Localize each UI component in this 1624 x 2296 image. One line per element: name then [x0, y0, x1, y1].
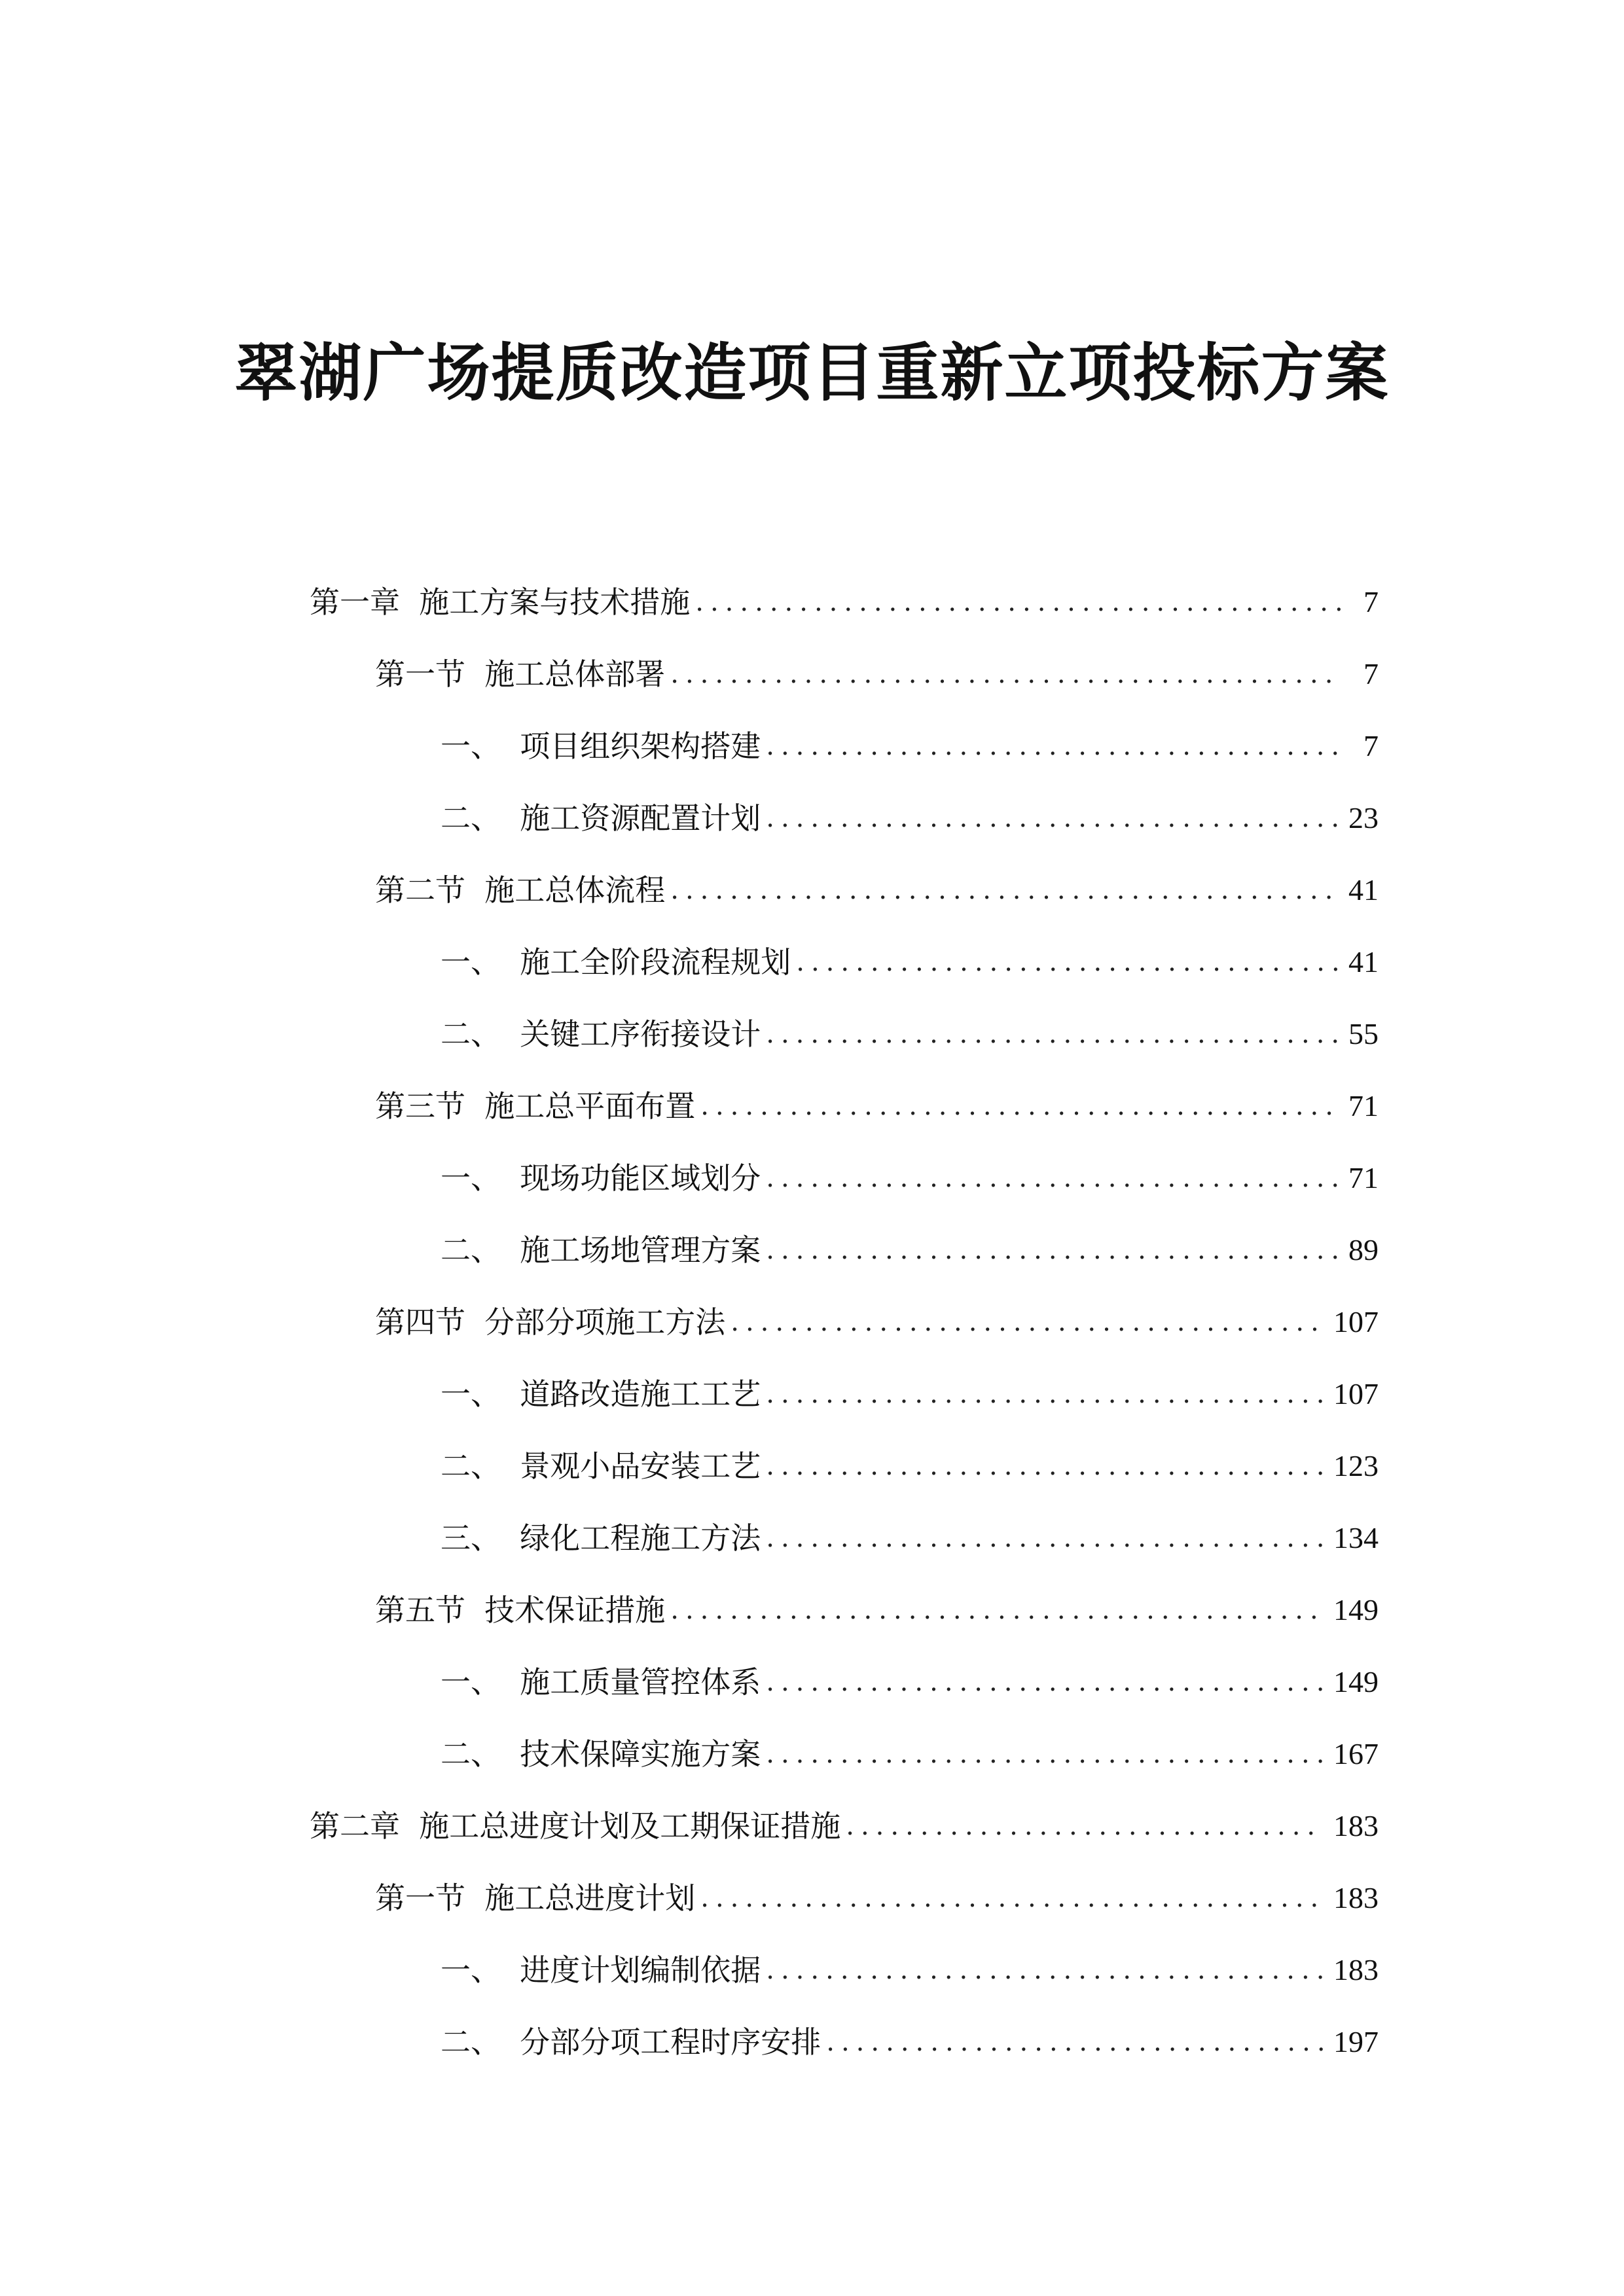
toc-entry[interactable]: [441, 1728, 1379, 1780]
toc-entry-label: 一、 道路改造施工工艺: [441, 1376, 761, 1412]
toc-dot-leader: [766, 792, 1338, 844]
toc-entry-label: 第三节 施工总平面布置: [375, 1088, 696, 1124]
toc-entry-label: 第二节 施工总体流程: [375, 872, 666, 908]
toc-entry-page: 7: [1363, 729, 1379, 762]
toc-entry-page: 71: [1348, 1161, 1379, 1194]
toc-entry-label: 二、 技术保障实施方案: [441, 1736, 761, 1772]
toc-entry[interactable]: [441, 792, 1379, 844]
toc-entry[interactable]: [441, 1512, 1379, 1564]
toc-entry[interactable]: [441, 1152, 1379, 1204]
toc-entry-page: 41: [1348, 873, 1379, 906]
toc-dot-leader: [766, 1728, 1323, 1780]
toc-dot-leader: [700, 1872, 1323, 1924]
toc-entry[interactable]: [441, 1440, 1379, 1492]
table-of-contents: [0, 576, 1624, 2147]
toc-dot-leader: [766, 1944, 1323, 1996]
toc-entry-label: 二、 景观小品安装工艺: [441, 1448, 761, 1484]
toc-dot-leader: [826, 2016, 1323, 2068]
toc-entry-label: 第五节 技术保证措施: [375, 1592, 666, 1628]
toc-dot-leader: [731, 1296, 1323, 1348]
toc-entry-label: 一、 施工质量管控体系: [441, 1664, 761, 1700]
toc-entry[interactable]: [310, 576, 1379, 628]
toc-dot-leader: [796, 936, 1338, 988]
toc-entry[interactable]: [375, 864, 1379, 916]
document-title: 翠湖广场提质改造项目重新立项投标方案: [234, 336, 1390, 410]
toc-entry[interactable]: [375, 1296, 1379, 1348]
toc-entry-page: 55: [1348, 1017, 1379, 1050]
toc-entry[interactable]: [375, 1872, 1379, 1924]
toc-dot-leader: [766, 1224, 1338, 1276]
toc-entry-label: 一、 项目组织架构搭建: [441, 728, 761, 764]
toc-dot-leader: [766, 1152, 1338, 1204]
toc-entry-page: 149: [1333, 1665, 1379, 1698]
toc-dot-leader: [670, 648, 1342, 700]
toc-entry-page: 89: [1348, 1233, 1379, 1266]
toc-entry[interactable]: [441, 720, 1379, 772]
toc-entry-label: 二、 关键工序衔接设计: [441, 1016, 761, 1052]
toc-entry[interactable]: [310, 1800, 1379, 1852]
toc-entry-page: 107: [1333, 1377, 1379, 1410]
toc-entry-label: 第一节 施工总体部署: [375, 656, 666, 692]
toc-entry-page: 41: [1348, 945, 1379, 978]
toc-entry[interactable]: [441, 936, 1379, 988]
toc-entry-label: 一、 现场功能区域划分: [441, 1160, 761, 1196]
toc-entry-page: 23: [1348, 801, 1379, 834]
toc-entry-label: 二、 施工场地管理方案: [441, 1232, 761, 1268]
toc-entry-label: 三、 绿化工程施工方法: [441, 1520, 761, 1556]
toc-entry-label: 第二章 施工总进度计划及工期保证措施: [310, 1808, 841, 1844]
toc-entry-page: 183: [1333, 1881, 1379, 1914]
toc-dot-leader: [670, 864, 1338, 916]
toc-entry-page: 71: [1348, 1089, 1379, 1122]
toc-entry[interactable]: [441, 1008, 1379, 1060]
toc-entry-page: 107: [1333, 1305, 1379, 1338]
toc-dot-leader: [766, 1512, 1323, 1564]
toc-entry-page: 149: [1333, 1593, 1379, 1626]
toc-entry[interactable]: [441, 1224, 1379, 1276]
toc-entry[interactable]: [441, 1656, 1379, 1708]
toc-dot-leader: [766, 1440, 1323, 1492]
toc-entry-page: 134: [1333, 1521, 1379, 1554]
toc-entry[interactable]: [375, 1080, 1379, 1132]
toc-dot-leader: [670, 1584, 1323, 1636]
toc-entry-page: 167: [1333, 1737, 1379, 1770]
toc-entry-label: 第四节 分部分项施工方法: [375, 1304, 726, 1340]
toc-entry[interactable]: [441, 1944, 1379, 1996]
toc-entry-label: 二、 分部分项工程时序安排: [441, 2024, 821, 2060]
toc-entry-label: 二、 施工资源配置计划: [441, 800, 761, 836]
toc-entry-label: 第一节 施工总进度计划: [375, 1880, 696, 1916]
toc-entry[interactable]: [375, 648, 1379, 700]
toc-entry-page: 183: [1333, 1809, 1379, 1842]
toc-dot-leader: [766, 1008, 1338, 1060]
toc-entry[interactable]: [375, 1584, 1379, 1636]
toc-entry-page: 197: [1333, 2025, 1379, 2058]
toc-entry-page: 183: [1333, 1953, 1379, 1986]
toc-entry-label: 一、 进度计划编制依据: [441, 1952, 761, 1988]
toc-entry-page: 7: [1363, 657, 1379, 691]
toc-entry-label: 一、 施工全阶段流程规划: [441, 944, 791, 980]
toc-entry-page: 123: [1333, 1449, 1379, 1482]
toc-dot-leader: [695, 576, 1342, 628]
toc-entry[interactable]: [441, 1368, 1379, 1420]
toc-entry[interactable]: [441, 2016, 1379, 2068]
toc-dot-leader: [846, 1800, 1323, 1852]
toc-dot-leader: [766, 1368, 1323, 1420]
toc-dot-leader: [700, 1080, 1338, 1132]
toc-dot-leader: [766, 1656, 1323, 1708]
toc-entry-label: 第一章 施工方案与技术措施: [310, 584, 691, 620]
toc-entry-page: 7: [1363, 585, 1379, 619]
toc-dot-leader: [766, 720, 1342, 772]
